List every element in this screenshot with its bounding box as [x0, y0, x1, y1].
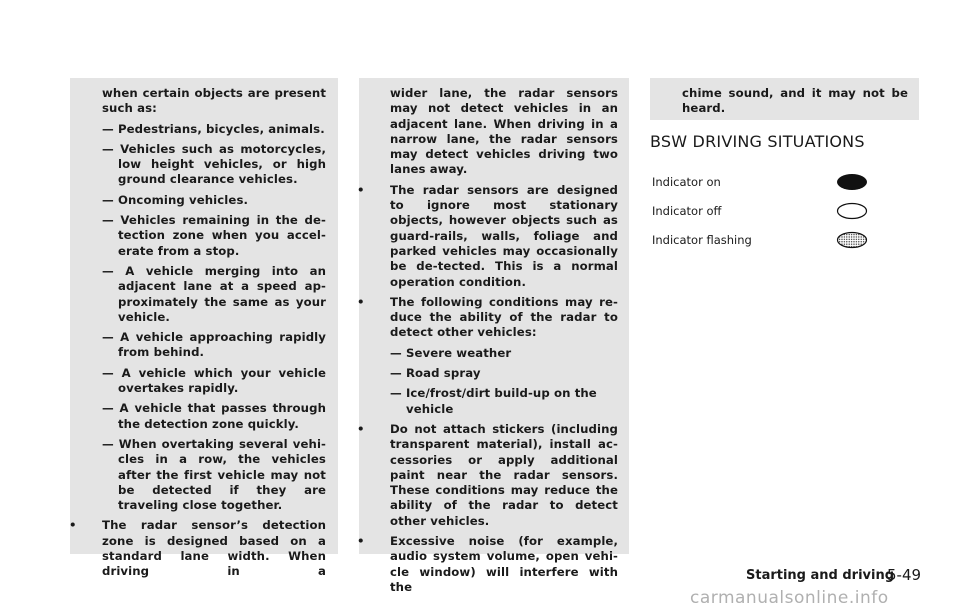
- bullet-text: Do not attach stickers (including transparent material), install ac-cessories or apply additional paint near the radar sensors. These conditions may reduce the ability of the radar to detect other vehicles.: [390, 421, 618, 528]
- sub-item: — Road spray: [390, 366, 481, 381]
- footer-section-title: Starting and driving: [746, 568, 895, 583]
- bullet-text: The radar sensors are designed to ignore most stationary objects, however objects such as guard-rails, walls, foliage and parked vehicles may occasionally be de-tected. This is a normal operation condition.: [390, 182, 618, 289]
- indicator-off-icon: [836, 202, 868, 220]
- bullet-dot: •: [357, 421, 365, 436]
- bullet-dot: •: [357, 534, 365, 549]
- bullet-text: Excessive noise (for example, audio system volume, open vehi-cle window) will interfere with the: [390, 534, 618, 594]
- bullet-text: The following conditions may re-duce the ability of the radar to detect other vehicles:: [390, 294, 618, 340]
- bullet-item: [69, 518, 326, 579]
- bullet-dot: •: [357, 182, 365, 197]
- bullet-dot: •: [69, 518, 77, 533]
- bullet-item: [357, 421, 618, 529]
- bullet-dot: •: [357, 294, 365, 309]
- continuation-text: chime sound, and it may not be heard.: [682, 86, 908, 116]
- bullet-item: [357, 534, 618, 595]
- dash-item: — Vehicles remaining in the de-tection zone when you accel-erate from a stop.: [102, 213, 326, 258]
- indicator-label: Indicator on: [652, 175, 721, 189]
- dash-item: — Oncoming vehicles.: [102, 192, 249, 207]
- dash-item: — Vehicles such as motorcycles, low height vehicles, or high ground clearance vehicles.: [102, 141, 326, 187]
- dash-item: — A vehicle merging into an adjacent lane at a speed ap-proximately the same as your vehicle.: [102, 263, 326, 324]
- column-3-text: [682, 86, 908, 122]
- column-1-text: [69, 86, 326, 585]
- indicator-row-flashing: [652, 231, 872, 253]
- indicator-label: Indicator off: [652, 204, 722, 218]
- section-heading: BSW DRIVING SITUATIONS: [650, 132, 865, 151]
- indicator-on-icon: [836, 173, 868, 191]
- indicator-row-on: [652, 173, 872, 195]
- continuation-text: wider lane, the radar sensors may not detect vehicles in an adjacent lane. When driving in a narrow lane, the radar sensors may detect vehicles driving two lanes away.: [390, 86, 618, 177]
- dash-item: — A vehicle approaching rapidly from behind.: [102, 330, 326, 360]
- bullet-item: [357, 182, 618, 290]
- bullet-text: The radar sensor’s detection zone is designed based on a standard lane width. When driving in a: [102, 518, 326, 579]
- indicator-row-off: [652, 202, 872, 224]
- dash-item: — A vehicle that passes through the detection zone quickly.: [102, 401, 326, 431]
- dash-item: — When overtaking several vehi-cles in a row, the vehicles after the first vehicle may not be detected if they are traveling close together.: [102, 436, 326, 513]
- dash-item: — Pedestrians, bicycles, animals.: [102, 121, 325, 136]
- watermark: carmanualsonline.info: [690, 588, 889, 608]
- indicator-flashing-icon: [836, 231, 868, 249]
- intro-text: when certain objects are present such as:: [102, 86, 326, 116]
- dash-item: — A vehicle which your vehicle overtakes rapidly.: [102, 365, 326, 396]
- column-2-text: [357, 86, 618, 600]
- sub-item: — Ice/frost/dirt build-up on the vehicle: [390, 386, 597, 416]
- indicator-label: Indicator flashing: [652, 233, 752, 247]
- page-number: 5-49: [887, 566, 922, 584]
- sub-item: — Severe weather: [390, 345, 512, 360]
- bullet-item: [357, 294, 618, 341]
